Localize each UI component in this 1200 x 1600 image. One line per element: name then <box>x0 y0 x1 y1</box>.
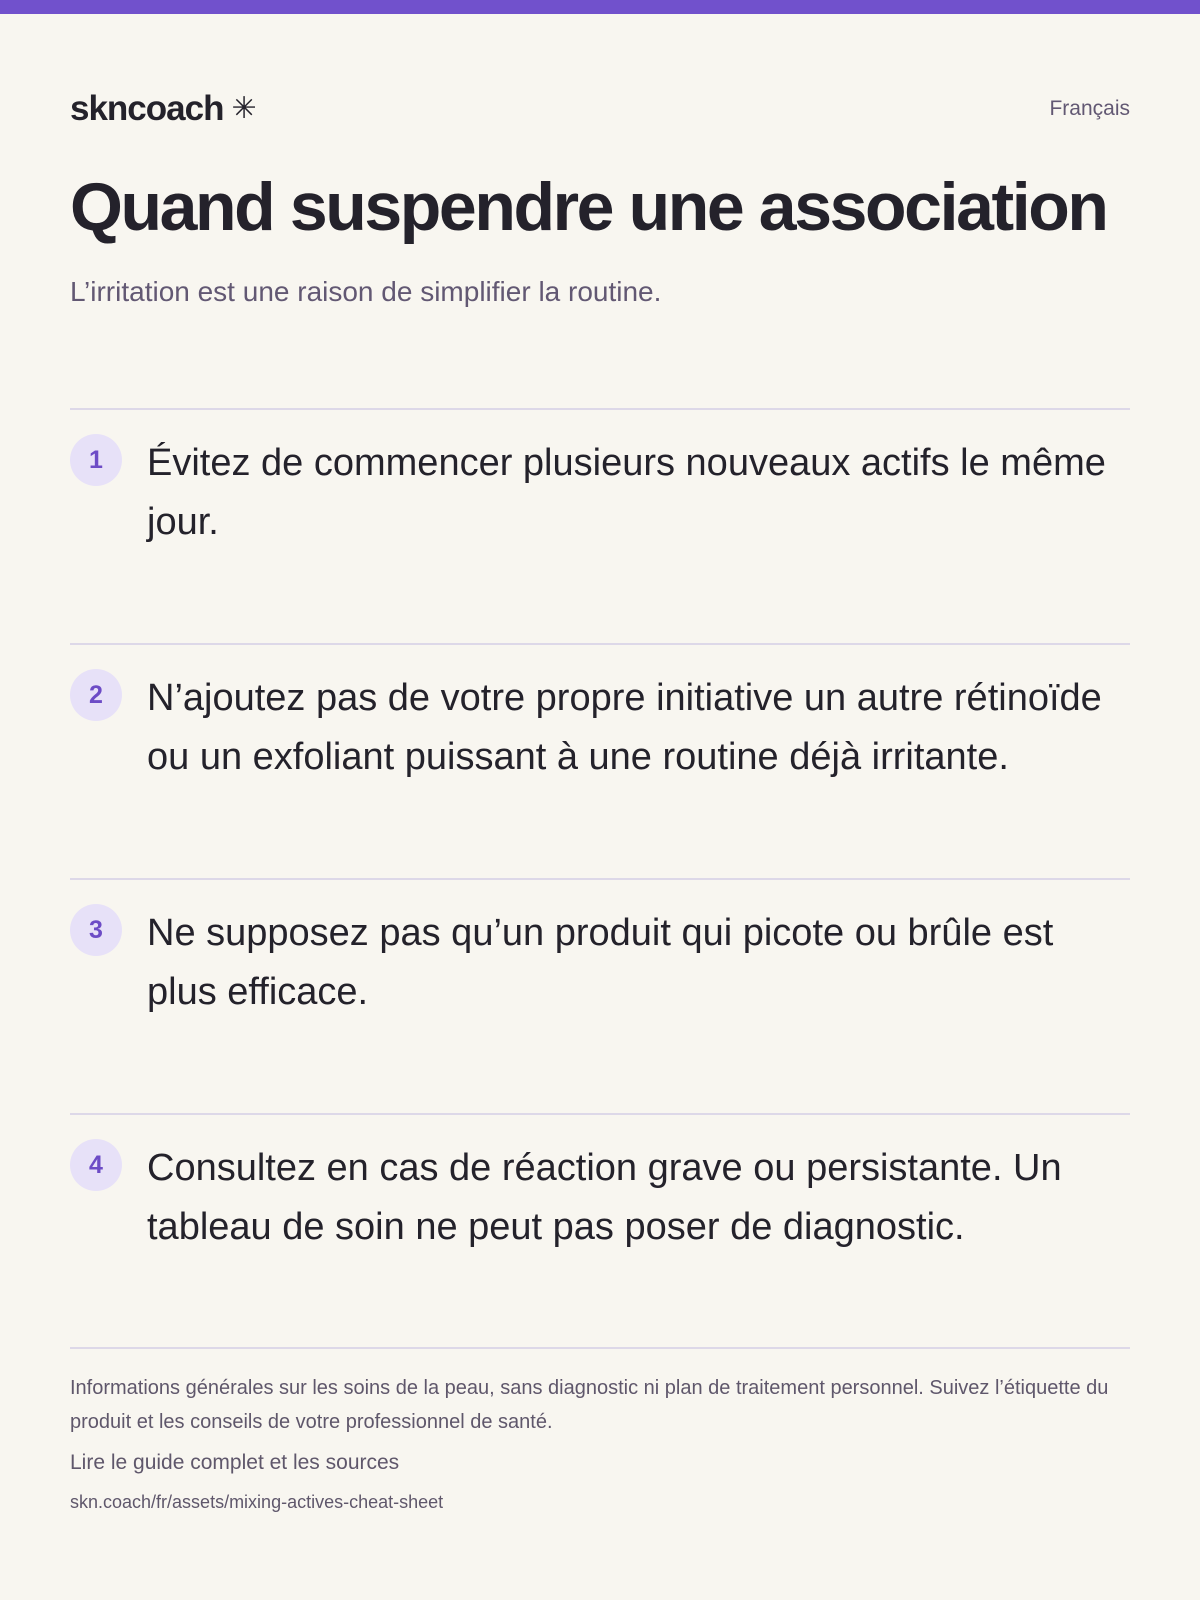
page-header <box>70 84 1130 134</box>
page-footer <box>70 1347 1130 1513</box>
advice-list <box>70 408 1130 1348</box>
list-item <box>70 643 1130 878</box>
item-text: Évitez de commencer plusieurs nouveaux actifs le même jour. <box>147 442 1106 543</box>
item-text: Ne supposez pas qu’un produit qui picote ou brûle est plus efficace. <box>147 912 1054 1013</box>
source-url: skn.coach/fr/assets/mixing-actives-cheat-sheet <box>70 1492 444 1512</box>
list-item <box>70 408 1130 643</box>
item-number-badge: 1 <box>70 434 122 486</box>
page-title: Quand suspendre une association <box>70 169 1107 245</box>
brand-logo[interactable] <box>70 89 256 129</box>
list-item <box>70 878 1130 1113</box>
item-text: N’ajoutez pas de votre propre initiative un autre rétinoïde ou un exfoliant puissant à une routine déjà irritante. <box>147 677 1102 778</box>
item-number-badge: 2 <box>70 669 122 721</box>
item-text: Consultez en cas de réaction grave ou persistante. Un tableau de soin ne peut pas poser de diagnostic. <box>147 1147 1062 1248</box>
item-number-badge: 4 <box>70 1139 122 1191</box>
page-subtitle: L’irritation est une raison de simplifier la routine. <box>70 276 662 307</box>
item-number-badge: 3 <box>70 904 122 956</box>
brand-name: skncoach <box>70 89 224 128</box>
list-item <box>70 1113 1130 1348</box>
medical-disclaimer: Informations générales sur les soins de la peau, sans diagnostic ni plan de traitement personnel. Suivez l’étiquette du produit et les conseils de votre professionnel de santé. <box>70 1377 1109 1433</box>
asterisk-icon: ✳ <box>231 92 256 125</box>
full-guide-link[interactable]: Lire le guide complet et les sources <box>70 1451 400 1474</box>
language-switcher[interactable]: Français <box>1049 97 1130 120</box>
top-accent-bar <box>0 0 1200 14</box>
